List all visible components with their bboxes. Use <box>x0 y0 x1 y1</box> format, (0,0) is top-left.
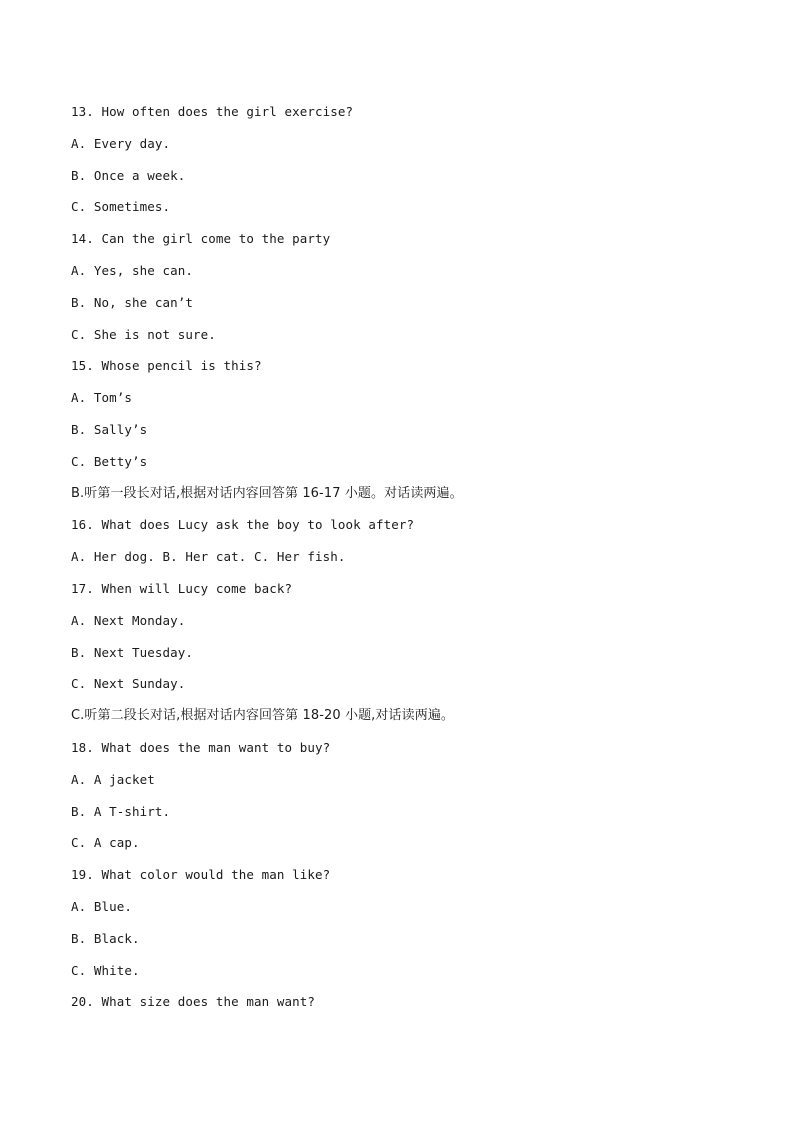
option-17-a: A. Next Monday. <box>71 612 186 628</box>
question-14: 14. Can the girl come to the party <box>71 231 331 247</box>
question-18: 18. What does the man want to buy? <box>71 739 331 755</box>
option-14-c: C. She is not sure. <box>71 326 216 342</box>
options-16: A. Her dog. B. Her cat. C. Her fish. <box>71 549 346 565</box>
option-18-c: C. A cap. <box>71 835 140 851</box>
question-19: 19. What color would the man like? <box>71 867 331 883</box>
option-13-a: A. Every day. <box>71 135 171 151</box>
option-15-a: A. Tom’s <box>71 390 133 406</box>
option-18-a: A. A jacket <box>71 771 155 787</box>
question-17: 17. When will Lucy come back? <box>71 580 293 596</box>
question-15: 15. Whose pencil is this? <box>71 358 262 374</box>
document-page <box>71 103 751 1025</box>
question-16: 16. What does Lucy ask the boy to look after? <box>71 517 415 533</box>
option-19-a: A. Blue. <box>71 898 133 914</box>
option-14-b: B. No, she can’t <box>71 294 194 310</box>
question-20: 20. What size does the man want? <box>71 994 316 1010</box>
option-15-b: B. Sally’s <box>71 421 148 437</box>
option-17-b: B. Next Tuesday. <box>71 644 194 660</box>
option-18-b: B. A T-shirt. <box>71 803 171 819</box>
option-17-c: C. Next Sunday. <box>71 676 186 692</box>
option-13-b: B. Once a week. <box>71 167 186 183</box>
option-19-b: B. Black. <box>71 930 140 946</box>
section-b-instruction: B.听第一段长对话,根据对话内容回答第 16-17 小题。对话读两遍。 <box>71 485 463 501</box>
section-c-instruction: C.听第二段长对话,根据对话内容回答第 18-20 小题,对话读两遍。 <box>71 708 455 724</box>
option-19-c: C. White. <box>71 962 140 978</box>
question-13: 13. How often does the girl exercise? <box>71 104 354 119</box>
option-15-c: C. Betty’s <box>71 453 148 469</box>
option-13-c: C. Sometimes. <box>71 199 171 215</box>
option-14-a: A. Yes, she can. <box>71 262 194 278</box>
